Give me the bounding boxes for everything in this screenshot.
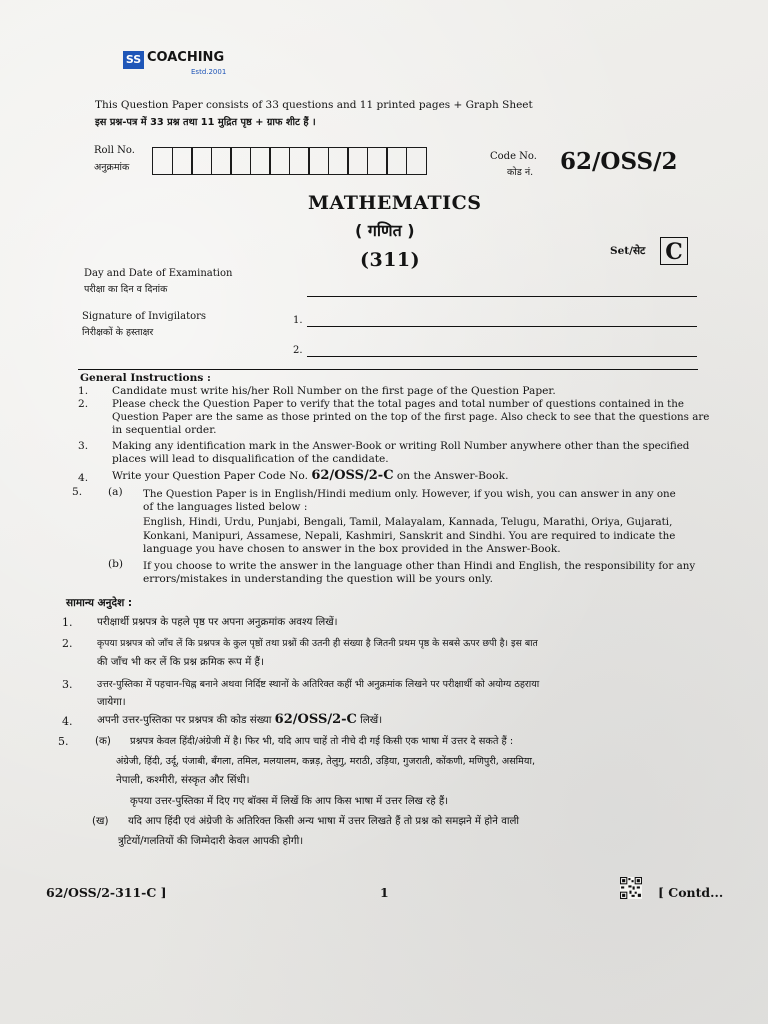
hindi-instruction-line: कृपया उत्तर-पुस्तिका में दिए गए बॉक्स में लिखें कि आप किस भाषा में उत्तर लिख रहे हैं। — [130, 796, 449, 807]
hindi-instruction-line: कृपया प्रश्नपत्र को जाँच लें कि प्रश्नपत्र के कुल पृष्ठों तथा प्रश्नों की उतनी ही संख्या है जितनी प्रथम पृष्ठ के सबसे ऊपर छपी है। इस बात — [97, 638, 538, 649]
instruction-line: language you have chosen to answer in the box provided in the Answer-Book. — [143, 543, 561, 555]
hindi-instruction-number: 1. — [62, 616, 73, 629]
answer-book-code-hi: 62/OSS/2-C — [274, 712, 357, 727]
roll-box[interactable] — [191, 147, 212, 175]
logo-word: COACHING — [147, 50, 225, 65]
logo-abbr: SS — [123, 51, 144, 69]
hindi-instruction-text: अपनी उत्तर-पुस्तिका पर प्रश्नपत्र की कोड संख्या — [97, 714, 275, 726]
instruction-text: Write your Question Paper Code No. — [112, 470, 312, 482]
hindi-instruction-line: की जाँच भी कर लें कि प्रश्न क्रमिक रूप में हैं। — [97, 656, 264, 668]
question-paper-code: 62/OSS/2 — [560, 148, 678, 175]
invigilator-sign-label: Signature of Invigilators — [82, 311, 207, 322]
hindi-instruction-text: लिखें। — [356, 714, 383, 726]
roll-box[interactable] — [152, 147, 173, 175]
instruction-number: 4. — [78, 472, 89, 484]
roll-box[interactable] — [308, 147, 329, 175]
hindi-instruction-line: त्रुटियों/गलतियों की जिम्मेदारी केवल आपकी होगी। — [118, 835, 304, 847]
subject-code: (311) — [360, 249, 421, 271]
instruction-line: The Question Paper is in English/Hindi medium only. However, if you wish, you can answer in any one — [143, 488, 676, 500]
hindi-instruction-line: यदि आप हिंदी एवं अंग्रेजी के अतिरिक्त किसी अन्य भाषा में उत्तर लिखते हैं तो प्रश्न को समझने में होने वाली — [128, 816, 520, 827]
instruction-sub: (a) — [108, 486, 123, 498]
roll-label-hi: अनुक्रमांक — [94, 162, 130, 173]
language-list: Konkani, Manipuri, Assamese, Nepali, Kashmiri, Sanskrit and Sindhi. You are required to indicate the — [143, 530, 676, 542]
hindi-instruction-sub: (क) — [95, 735, 111, 747]
hindi-instruction-line: प्रश्नपत्र केवल हिंदी/अंग्रेजी में है। फिर भी, यदि आप चाहें तो नीचे दी गई किसी एक भाषा में उत्तर दे सकते हैं : — [130, 736, 514, 747]
divider — [78, 369, 698, 370]
instruction-number: 3. — [78, 440, 89, 452]
roll-box[interactable] — [289, 147, 310, 175]
roll-box[interactable] — [211, 147, 232, 175]
hindi-instructions-heading: सामान्य अनुदेश : — [66, 597, 133, 609]
roll-box[interactable] — [269, 147, 290, 175]
answer-book-code: 62/OSS/2-C — [311, 468, 394, 483]
instruction-line: If you choose to write the answer in the language other than Hindi and English, the responsibility for any — [143, 560, 696, 572]
paper-info-en: This Question Paper consists of 33 questions and 11 printed pages + Graph Sheet — [95, 99, 533, 111]
roll-box[interactable] — [367, 147, 388, 175]
logo-estd: Estd.2001 — [191, 68, 227, 76]
hindi-instruction-number: 3. — [62, 678, 73, 691]
hindi-language-list: अंग्रेजी, हिंदी, उर्दू, पंजाबी, बँगला, तमिल, मलयालम, कन्नड़, तेलुगु, मराठी, उड़िया, गुजराती, कोंकणी, मणिपुरी, असमिया, — [116, 756, 535, 767]
signature-line-2[interactable] — [307, 356, 697, 357]
page-number: 1 — [380, 885, 389, 900]
footer-code: 62/OSS/2-311-C ] — [46, 885, 167, 900]
roll-label: Roll No. — [94, 145, 135, 156]
exam-date-label: Day and Date of Examination — [84, 268, 233, 279]
paper-info-hi: इस प्रश्न-पत्र में 33 प्रश्न तथा 11 मुद्रित पृष्ठ + ग्राफ शीट हैं । — [95, 117, 316, 128]
instruction-number: 5. — [72, 486, 83, 498]
roll-box[interactable] — [347, 147, 368, 175]
instruction-line: of the languages listed below : — [143, 501, 308, 513]
exam-date-label-hi: परीक्षा का दिन व दिनांक — [84, 284, 168, 295]
hindi-instruction-number: 5. — [58, 735, 69, 748]
instruction-line: Please check the Question Paper to verify that the total pages and total number of questions contained in the — [112, 398, 684, 410]
instruction-number: 2. — [78, 398, 89, 410]
hindi-instruction-number: 4. — [62, 715, 73, 728]
hindi-instruction-line: परीक्षार्थी प्रश्नपत्र के पहले पृष्ठ पर अपना अनुक्रमांक अवश्य लिखें। — [97, 616, 338, 628]
roll-box[interactable] — [250, 147, 271, 175]
signature-line-1[interactable] — [307, 326, 697, 327]
invigilator-sign-label-hi: निरीक्षकों के हस्ताक्षर — [82, 327, 154, 338]
roll-box[interactable] — [406, 147, 427, 175]
set-box: C — [660, 237, 688, 265]
general-instructions-heading: General Instructions : — [80, 372, 211, 384]
instruction-line: in sequential order. — [112, 424, 217, 436]
instruction-line: Candidate must write his/her Roll Number on the first page of the Question Paper. — [112, 385, 556, 397]
hindi-instruction-sub: (ख) — [92, 815, 109, 827]
set-label: Set/सेट — [610, 245, 646, 257]
instruction-line-code — [112, 470, 508, 482]
code-label: Code No. — [490, 151, 537, 162]
qr-code-icon — [620, 877, 642, 899]
hindi-instruction-line-code — [97, 710, 382, 730]
instruction-line: Question Paper are the same as those printed on the top of the first page. Also check to see that the questions are — [112, 411, 710, 423]
instruction-text: on the Answer-Book. — [393, 470, 509, 482]
instruction-sub: (b) — [108, 558, 124, 570]
instruction-line: errors/mistakes in understanding the question will be yours only. — [143, 573, 493, 585]
roll-box[interactable] — [328, 147, 349, 175]
instruction-line: Making any identification mark in the Answer-Book or writing Roll Number anywhere other than the specified — [112, 440, 690, 452]
roll-box[interactable] — [172, 147, 193, 175]
hindi-instruction-line: जायेगा। — [97, 696, 126, 708]
instruction-number: 1. — [78, 385, 89, 397]
roll-number-boxes[interactable] — [152, 147, 425, 175]
roll-box[interactable] — [230, 147, 251, 175]
subject-title-hi: ( गणित ) — [355, 221, 415, 240]
exam-date-line[interactable] — [307, 296, 697, 297]
signature-num-1: 1. — [293, 315, 303, 326]
instruction-line: places will lead to disqualification of the candidate. — [112, 453, 389, 465]
hindi-instruction-line: उत्तर-पुस्तिका में पहचान-चिह्न बनाने अथवा निर्दिष्ट स्थानों के अतिरिक्त कहीं भी अनुक्रमांक लिखने पर परीक्षार्थी को अयोग्य ठहराया — [97, 679, 540, 690]
language-list: English, Hindi, Urdu, Punjabi, Bengali, Tamil, Malayalam, Kannada, Telugu, Marathi, Oriya, Gujarati, — [143, 516, 673, 528]
subject-title: MATHEMATICS — [308, 192, 482, 214]
continued-label: [ Contd... — [658, 885, 724, 900]
signature-num-2: 2. — [293, 345, 303, 356]
hindi-language-list: नेपाली, कश्मीरी, संस्कृत और सिंधी। — [116, 774, 250, 786]
hindi-instruction-number: 2. — [62, 637, 73, 650]
code-label-hi: कोड नं. — [507, 167, 534, 178]
roll-box[interactable] — [386, 147, 407, 175]
